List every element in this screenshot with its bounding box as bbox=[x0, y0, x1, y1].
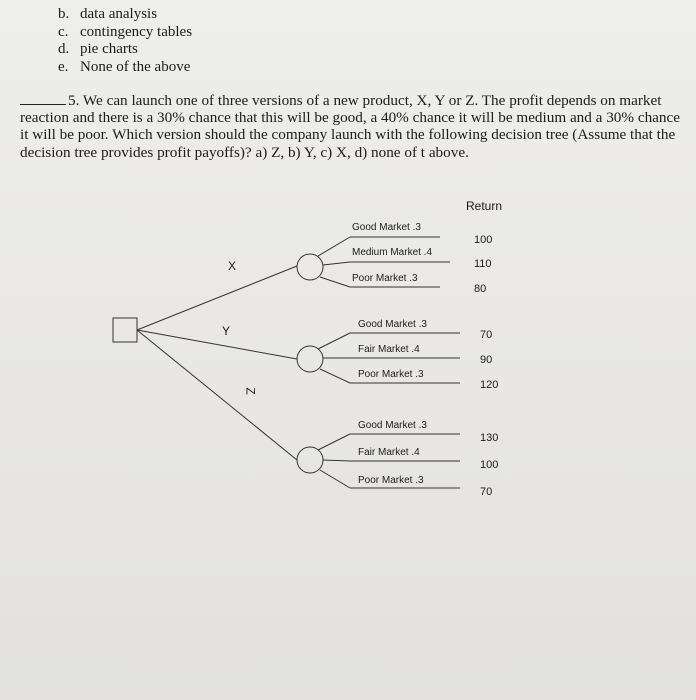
branch-label-x: X bbox=[228, 259, 237, 273]
outcome-label: Medium Market .4 bbox=[352, 247, 433, 258]
outcome-connector bbox=[320, 369, 350, 383]
outcome-connector bbox=[318, 333, 350, 349]
outcome-connector bbox=[320, 470, 350, 488]
return-value: 90 bbox=[480, 354, 493, 366]
return-value: 80 bbox=[474, 283, 487, 295]
return-value: 100 bbox=[480, 459, 499, 471]
option-text: data analysis bbox=[80, 6, 158, 22]
chance-node-y bbox=[297, 346, 323, 372]
branch-label-y: Y bbox=[222, 324, 231, 338]
outcome-connector bbox=[323, 262, 350, 265]
option-key: c. bbox=[58, 24, 69, 40]
branch-line-x bbox=[137, 266, 297, 330]
outcome-connector bbox=[323, 460, 350, 461]
outcome-label: Good Market .3 bbox=[352, 222, 421, 233]
return-value: 110 bbox=[474, 258, 492, 270]
return-value: 130 bbox=[480, 432, 499, 444]
option-text: contingency tables bbox=[80, 24, 193, 40]
outcome-connector bbox=[320, 277, 350, 287]
question-number: 5. bbox=[68, 92, 80, 109]
option-text: pie charts bbox=[80, 41, 138, 57]
chance-node-z bbox=[297, 447, 323, 473]
return-value: 70 bbox=[480, 329, 493, 341]
outcome-label: Fair Market .4 bbox=[358, 344, 420, 355]
branch-line-z bbox=[137, 330, 297, 460]
question-text: We can launch one of three versions of a new product, X, Y or Z. The profit depends on market reaction and there is a 30% chance that this will be good, a 40% chance it will be medium and a 30% chance it will be poor. Which version should the company launch with the following decision tree (Assume that the decision tree provides profit payoffs)? a) Z, b) Y, c) X, d) none of t above. bbox=[20, 92, 680, 161]
branch-line-y bbox=[137, 330, 297, 359]
outcome-label: Good Market .3 bbox=[358, 319, 427, 330]
outcome-connector bbox=[318, 237, 350, 256]
outcome-label: Poor Market .3 bbox=[358, 369, 424, 380]
option-key: b. bbox=[58, 6, 70, 22]
chance-node-x bbox=[297, 254, 323, 280]
return-header: Return bbox=[466, 199, 503, 213]
option-text: None of the above bbox=[80, 59, 191, 75]
outcome-label: Good Market .3 bbox=[358, 420, 427, 431]
return-value: 100 bbox=[474, 234, 493, 246]
branch-label-z: Z bbox=[243, 387, 258, 395]
return-value: 70 bbox=[480, 486, 493, 498]
outcome-label: Fair Market .4 bbox=[358, 447, 420, 458]
outcome-connector bbox=[318, 434, 350, 450]
option-key: d. bbox=[58, 41, 70, 57]
decision-node-square bbox=[113, 318, 137, 342]
return-value: 120 bbox=[480, 379, 499, 391]
outcome-label: Poor Market .3 bbox=[352, 273, 418, 284]
option-key: e. bbox=[58, 59, 69, 75]
outcome-label: Poor Market .3 bbox=[358, 475, 424, 486]
